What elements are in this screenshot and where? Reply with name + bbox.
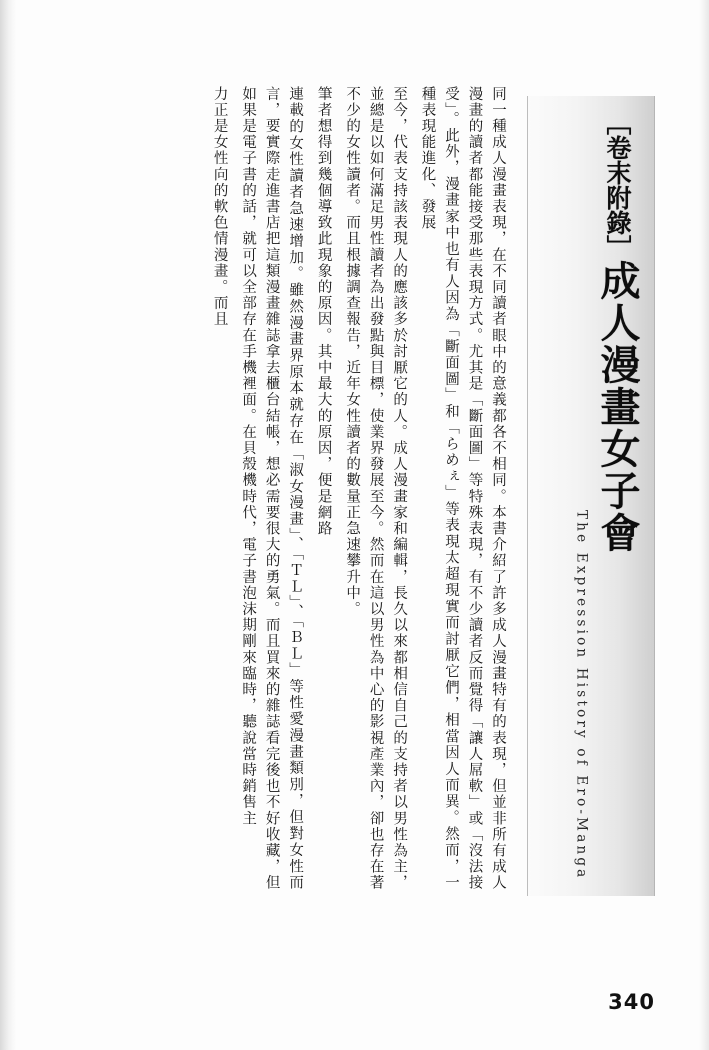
- text-column: 筆者想得到幾個導致此現象的原因。其中最大的原因，便是網路: [315, 86, 332, 537]
- text-column: 連載的女性讀者急速增加。雖然漫畫界原本就存在「淑女漫畫」、「ＴＬ」、「ＢＬ」等性愛漫畫類別，但對女性而言，要實際走進書店把這類漫畫雜誌拿去櫃台結帳，想必需要很大的勇氣。而且買來的雜誌看完後也不好收藏，但如果是電子書的話，就可以全部存在手機裡面。在貝殼機時代，電子書泡沫期剛來臨時，聽說當時銷售主: [240, 86, 304, 891]
- body-text: [84, 86, 509, 896]
- chapter-title: [594, 110, 641, 554]
- chapter-title-block: [527, 96, 655, 896]
- chapter-title-main: 成人漫畫女子會: [594, 260, 641, 554]
- text-column: 同一種成人漫畫表現，在不同讀者眼中的意義都各不相同。本書介紹了許多成人漫畫特有的表現，但並非所有成人漫畫的讀者都能接受那些表現方式。尤其是「斷面圖」等特殊表現，有不少讀者反而覺得「讓人屌軟」或「沒法接受」。此外，漫畫家中也有人因為「斷面圖」和「らめぇ」等表現太超現實而討厭它們，相當因人而異。然而，一種表現能進化、發展: [419, 86, 506, 891]
- chapter-subtitle: The Expression History of Ero-Manga: [573, 510, 590, 881]
- chapter-title-prefix: ［卷末附錄］: [603, 110, 632, 260]
- page-number: 340: [608, 990, 655, 1014]
- text-column: 至今，代表支持該表現人的應該多於討厭它的人。成人漫畫家和編輯，長久以來都相信自己的支持者以男性為主，並總是以如何滿足男性讀者為出發點與目標，使業界發展至今。然而在這以男性為中心的影視產業內，卻也存在著不少的女性讀者。而且根據調查報告，近年女性讀者的數量正急速攀升中。: [344, 86, 408, 891]
- text-column: 力正是女性向的軟色情漫畫。而且: [211, 86, 228, 328]
